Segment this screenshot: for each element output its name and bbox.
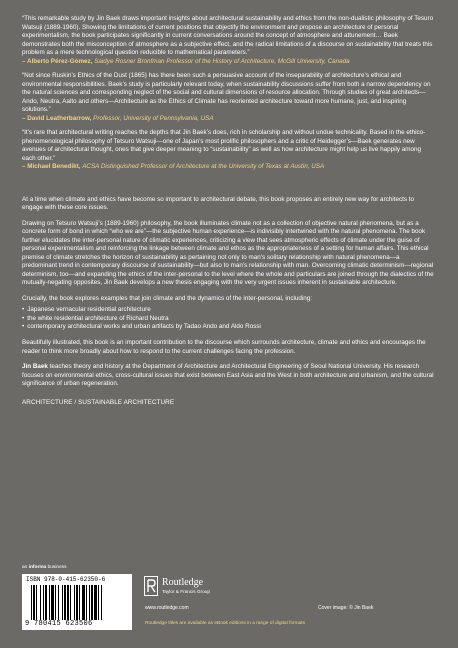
quote-text: “Not since Ruskin’s Ethics of the Dust (1865) has there been such a persuasive account of the inseparability of architecture’s ethical and environmental responsibilities. Baek’s study is particularly relevant today, when sustainability discussions suffer from both a narrow dependency on the natural sciences and corresponding neglect of the social and cultural dimensions of resource allocation. Through studies of great architects—Ando, Neutra, Aalto and others—Architecture as the Ethics of Climate has reoriented architecture toward more humane, just, and inspiring solutions.” [22, 72, 431, 113]
review-quote-1 [22, 15, 436, 66]
barcode-bars [31, 585, 125, 620]
ebook-note: Routledge titles are available as eBook editions in a range of digital formats [145, 621, 305, 626]
barcode-digits: 9 780415 623506 [25, 620, 93, 628]
review-quote-2 [22, 72, 436, 123]
list-item: • Japanese vernacular residential architecture [22, 306, 436, 315]
publisher-url[interactable]: www.routledge.com [145, 605, 189, 611]
subject-category: ARCHITECTURE / SUSTAINABLE ARCHITECTURE [22, 398, 175, 406]
quote-attribution [22, 58, 436, 67]
body-paragraph: Drawing on Tetsuro Watsuji’s (1889-1960) philosophy, the book illuminates climate not as a collection of objective natural phenomena, but as a concrete form of bond in which “who we are”—the subjective human experience—is indivisibly intertwined with the natural phenomena. The book further elucidates the inter-personal nature of climatic experiences, criticizing a view that sees atmospheric effects of climate under the guise of personal experimentalism and reinforcing the linkage between climate and ethos as the appropriateness of a setting for human affairs. This ethical premise of climate stretches the horizon of sustainability as pertaining not only to man’s solitary relationship with natural phenomena—a predominant trend in contemporary discourse of sustainability—but also to man’s relationship with man. Overcoming climatic determinism—regional determinism, too—and expanding the ethics of the inter-personal to the level where the whole and particulars are joined through the dialectics of the mutually-negating opposites, Jin Baek develops a new thesis engaging with the very urgent issues inherent in sustainable architecture. [22, 219, 434, 286]
examples-intro: Crucially, the book explores examples that join climate and the dynamics of the inter-personal, including: [22, 294, 313, 302]
quote-attribution [22, 163, 436, 172]
isbn-text: ISBN 978-0-415-62350-6 [26, 576, 106, 583]
reviewer-title: Saidye Rosner Bronfman Professor of the History of Architecture, McGill University, Canada [94, 57, 350, 65]
reviewer-name: – David Leatherbarrow, [22, 114, 92, 122]
reviewer-title: ACSA Distinguished Professor of Architecture at the University of Texas at Austin, USA [82, 163, 325, 170]
reviewer-name: – Alberto Pérez-Gómez, [22, 57, 93, 65]
reviewer-name: – Michael Benedikt, [22, 163, 81, 170]
review-quote-3 [22, 129, 436, 172]
informa-prefix: an [22, 565, 29, 570]
routledge-r-icon [144, 576, 158, 596]
informa-label [22, 565, 67, 570]
author-name: Jin Baek [22, 363, 48, 371]
publisher-logo [144, 576, 234, 600]
list-item: • the white residential architecture of Richard Neutra [22, 315, 436, 324]
examples-list [22, 306, 436, 332]
informa-suffix: business [46, 565, 67, 570]
quote-text: “This remarkable study by Jin Baek draws important insights about architectural sustainability and ethics from the non-dualistic philosophy of Tesuro Watsuji (1889-1960). Showing the limitations of current positions that objectify the environment and propose an architecture of personal experimentalism, the book participates significantly in current conversations around the concept of atmosphere and attunement… Baek demonstrates both the misconception of atmosphere as a subjective effect, and the radical limitations of a discourse on sustainability that treats this problem as a mere technological question reducible to mathematical parameters.” [22, 15, 434, 56]
closing-paragraph: Beautifully illustrated, this book is an important contribution to the discourse which surrounds architecture, climate and ethics and encourages the reader to think more broadly about how to respond to the current challenges facing the profession. [22, 339, 426, 355]
cover-footer [0, 562, 458, 648]
quote-text: “It’s rare that architectural writing reaches the depths that Jin Baek’s does, rich in scholarship and without undue technicality. Based in the ethico-phenomenological philosophy of Tetsuro Watsuji—one of Japan’s most prolific philosophers and a critic of Heidegger’s—Baek generates new avenues of architectural thought, ones that give deeper meaning to “sustainability” as well as how architecture might help us live happily among each other.” [22, 129, 426, 162]
informa-brand: informa [28, 565, 47, 570]
quote-attribution [22, 115, 436, 124]
author-bio [22, 363, 436, 389]
publisher-name: Routledge [162, 577, 204, 588]
cover-image-credit: Cover image: © Jin Baek [318, 605, 374, 611]
publisher-group: Taylor & Francis Group [162, 589, 210, 594]
reviewer-title: Professor, University of Pennsylvania, USA [93, 114, 214, 122]
isbn-barcode [22, 574, 132, 630]
intro-paragraph: At a time when climate and ethics have become so important to architectural debate, this book proposes an entirely new way for architects to engage with these core issues. [22, 195, 415, 211]
author-bio-text: teaches theory and history at the Department of Architecture and Architectural Engineering of Seoul National University. His research focuses on environmental ethics, cross-cultural issues that exist between East Asia and the West in both architecture and urbanism, and the cultural significance of urban regeneration. [22, 363, 434, 388]
list-item: • contemporary architectural works and urban artifacts by Tadao Ando and Aldo Rossi [22, 323, 436, 332]
